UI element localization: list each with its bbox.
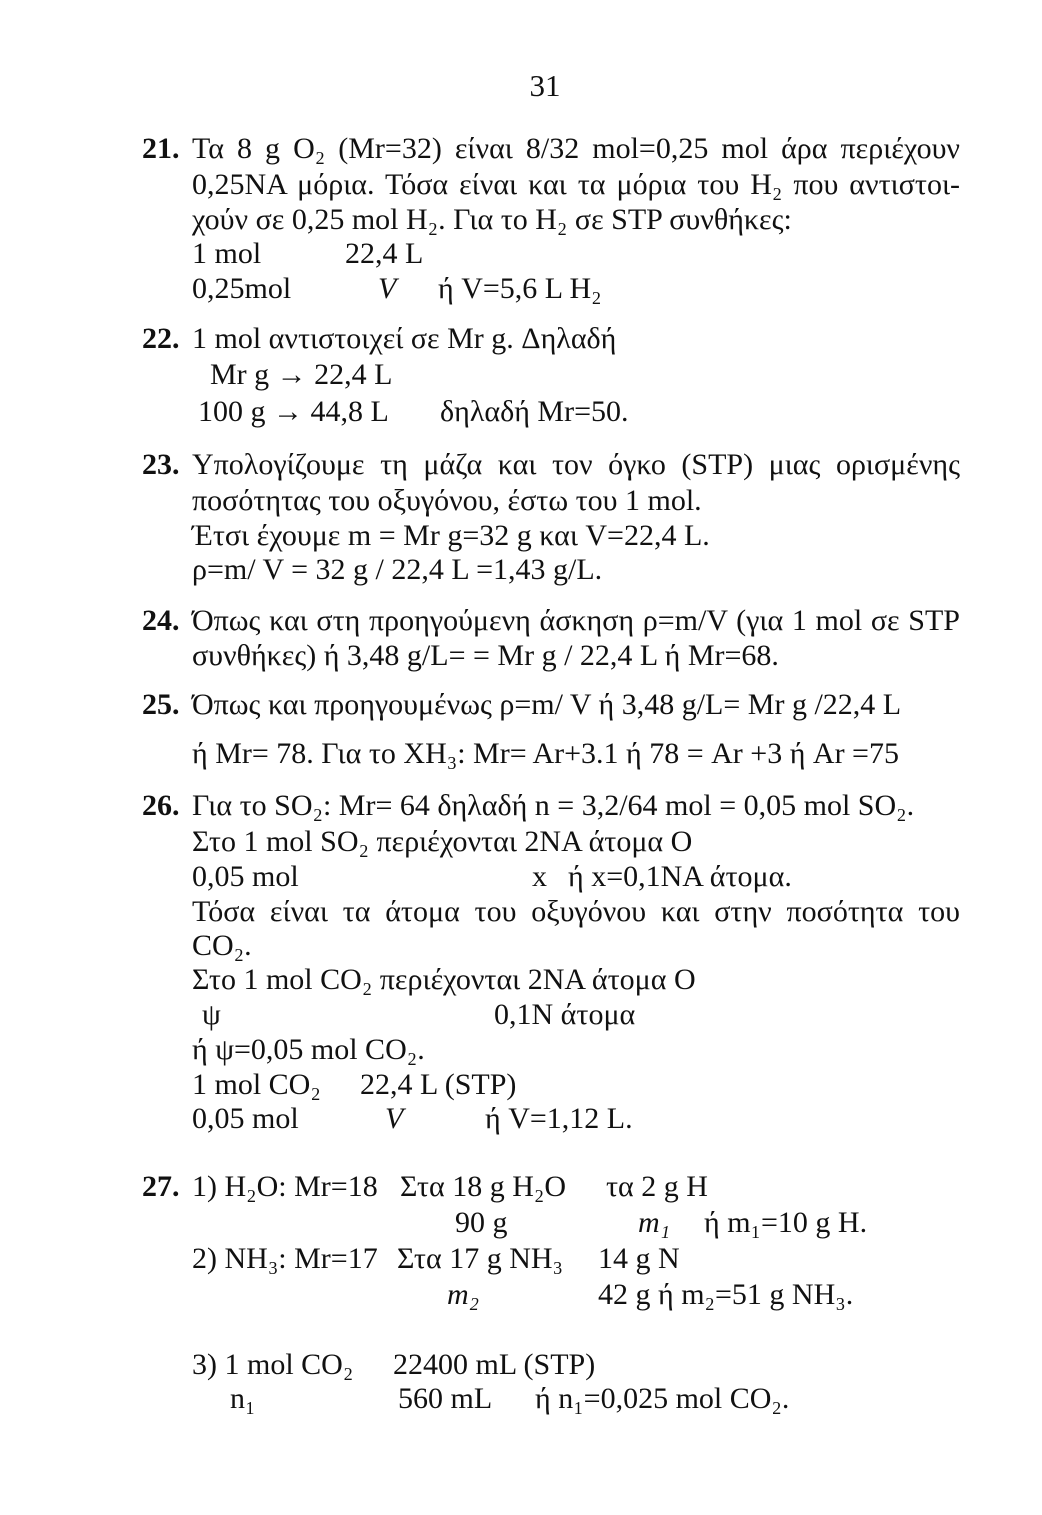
text-line: Όπως και στη προηγούμενη άσκηση ρ=m/V (για 1 mol σε STP [192,604,960,637]
text-line: CO₂. [192,929,252,962]
text-line: 560 mL [398,1382,493,1415]
text-line: 22,4 L (STP) [360,1068,517,1101]
text-line: Για το SO₂: Mr= 64 δηλαδή n = 3,2/64 mol = 0,05 mol SO₂. [192,789,915,822]
variable: V [385,1102,404,1135]
text-line: 22400 mL (STP) [393,1348,596,1381]
text-line: 3) 1 mol CO₂ [192,1348,354,1381]
problem-number: 26. [142,789,180,822]
problem-number: 23. [142,448,180,481]
text-line: Mr g → 22,4 L [210,358,393,391]
variable: V [378,272,397,305]
text-line: 0,05 mol [192,1102,299,1135]
text-line: Υπολογίζουμε τη μάζα και τον όγκο (STP) μιας ορισμένης [192,448,960,481]
text-line: 0,25mol [192,272,292,305]
text-line: Τόσα είναι τα άτομα του οξυγόνου και στην ποσότητα του [192,895,960,928]
text-line: ή n₁=0,025 mol CO₂. [535,1382,790,1415]
text-line: 100 g → 44,8 L [198,395,389,428]
text-line: 42 g ή m₂=51 g NH₃. [598,1278,854,1311]
text-line: Στα 17 g NH₃ [397,1242,563,1275]
text-line: 2) NH₃: Mr=17 [192,1242,378,1275]
text-line: 0,25NA μόρια. Τόσα είναι και τα μόρια του H₂ που αντιστοι- [192,168,960,201]
page-number: 31 [529,68,561,103]
text-line: δηλαδή Mr=50. [440,395,629,428]
text-line: τα 2 g H [606,1170,708,1203]
text-line: 0,1N άτομα [494,998,636,1031]
text-line: Όπως και προηγουμένως ρ=m/ V ή 3,48 g/L= Mr g /22,4 L [192,688,902,721]
variable: m₂ [447,1278,480,1311]
text-line: Έτσι έχουμε m = Mr g=32 g και V=22,4 L. [192,519,710,552]
variable: x [532,860,547,893]
text-line: 22,4 L [345,237,424,270]
text-line: ή x=0,1NA άτομα. [568,860,792,893]
text-line: 1 mol αντιστοιχεί σε Mr g. Δηλαδή [192,322,617,355]
text-line: συνθήκες) ή 3,48 g/L= = Mr g / 22,4 L ή Mr=68. [192,639,779,672]
text-line: ή V=1,12 L. [485,1102,633,1135]
text-line: Τα 8 g O₂ (Mr=32) είναι 8/32 mol=0,25 mol άρα περιέχουν [192,132,960,165]
text-line: 1 mol [192,237,262,270]
text-line: Στο 1 mol CO₂ περιέχονται 2NA άτομα O [192,963,696,996]
text-line: 14 g N [598,1242,680,1275]
variable: ψ [202,998,221,1031]
text-line: 1) H₂O: Mr=18 [192,1170,378,1203]
problem-number: 21. [142,132,180,165]
text-line: ρ=m/ V = 32 g / 22,4 L =1,43 g/L. [192,553,603,586]
text-line: 0,05 mol [192,860,299,893]
variable: m₁ [638,1206,671,1239]
text-line: 1 mol CO₂ [192,1068,321,1101]
problem-number: 25. [142,688,180,721]
text-line: ή Mr= 78. Για το XH₃: Mr= Ar+3.1 ή 78 = Ar +3 ή Ar =75 [192,737,899,770]
problem-number: 22. [142,322,180,355]
text-line: ή V=5,6 L H₂ [438,272,602,305]
text-line: χούν σε 0,25 mol H₂. Για το H₂ σε STP συνθήκες: [192,203,792,236]
problem-number: 24. [142,604,180,637]
text-line: Στα 18 g H₂O [400,1170,566,1203]
problem-number: 27. [142,1170,180,1203]
text-line: 90 g [455,1206,508,1239]
text-line: ή m₁=10 g H. [704,1206,868,1239]
text-line: ή ψ=0,05 mol CO₂. [192,1033,425,1066]
variable: n₁ [230,1382,256,1415]
text-line: Στο 1 mol SO₂ περιέχονται 2NA άτομα O [192,825,693,858]
text-line: ποσότητας του οξυγόνου, έστω του 1 mol. [192,484,702,517]
